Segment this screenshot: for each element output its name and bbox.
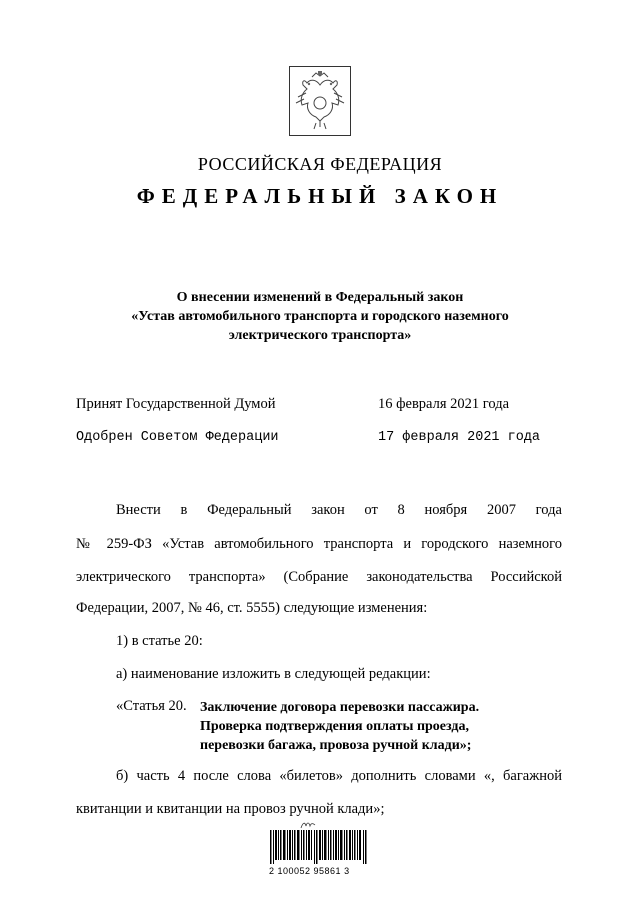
word: от xyxy=(364,502,378,518)
article-title-line: перевозки багажа, провоза ручной клади»; xyxy=(200,738,472,753)
law-title-line: О внесении изменений в Федеральный закон xyxy=(176,290,464,305)
list-item-a: а) наименование изложить в следующей редакции: xyxy=(116,666,431,682)
word: закон xyxy=(311,502,345,518)
council-approval-label: Одобрен Советом Федерации xyxy=(76,430,279,445)
paragraph-line: электрического транспорта» (Собрание законодательства Российской xyxy=(76,569,562,585)
word: года xyxy=(535,502,562,518)
word: в xyxy=(180,502,188,518)
law-title-line: «Устав автомобильного транспорта и городского наземного xyxy=(131,309,509,324)
word: Внести xyxy=(116,502,161,518)
word: 8 xyxy=(397,502,405,518)
barcode-icon xyxy=(270,830,368,864)
document-type: ФЕДЕРАЛЬНЫЙ ЗАКОН xyxy=(136,184,504,208)
council-approval-date: 17 февраля 2021 года xyxy=(378,430,541,445)
list-item-1: 1) в статье 20: xyxy=(116,633,203,649)
barcode-number: 2 100052 95861 3 xyxy=(269,866,350,876)
paragraph-line: № 259-ФЗ «Устав автомобильного транспорта и городского наземного xyxy=(76,536,562,552)
paragraph-line: Федерации, 2007, № 46, ст. 5555) следующие изменения: xyxy=(76,600,428,616)
article-title xyxy=(200,698,479,755)
double-headed-eagle-icon xyxy=(290,67,350,135)
article-title-line: Заключение договора перевозки пассажира. xyxy=(200,700,480,715)
list-item-b-continuation: квитанции и квитанции на провоз ручной клади»; xyxy=(76,801,385,817)
country-name: РОССИЙСКАЯ ФЕДЕРАЦИЯ xyxy=(197,154,443,174)
barcode xyxy=(270,830,368,869)
duma-adoption-date: 16 февраля 2021 года xyxy=(378,396,510,412)
article-title-line: Проверка подтверждения оплаты проезда, xyxy=(200,719,469,734)
list-item-b: б) часть 4 после слова «билетов» дополнить словами «, багажной xyxy=(116,768,562,784)
word: Федеральный xyxy=(207,502,292,518)
law-title xyxy=(60,288,580,345)
duma-adoption-label: Принят Государственной Думой xyxy=(76,396,276,412)
coat-of-arms-emblem xyxy=(289,66,351,136)
law-title-line: электрического транспорта» xyxy=(228,328,412,343)
word: 2007 xyxy=(486,502,516,518)
article-label: «Статья 20. xyxy=(116,698,187,714)
paragraph-line xyxy=(116,502,562,519)
word: ноября xyxy=(424,502,468,518)
